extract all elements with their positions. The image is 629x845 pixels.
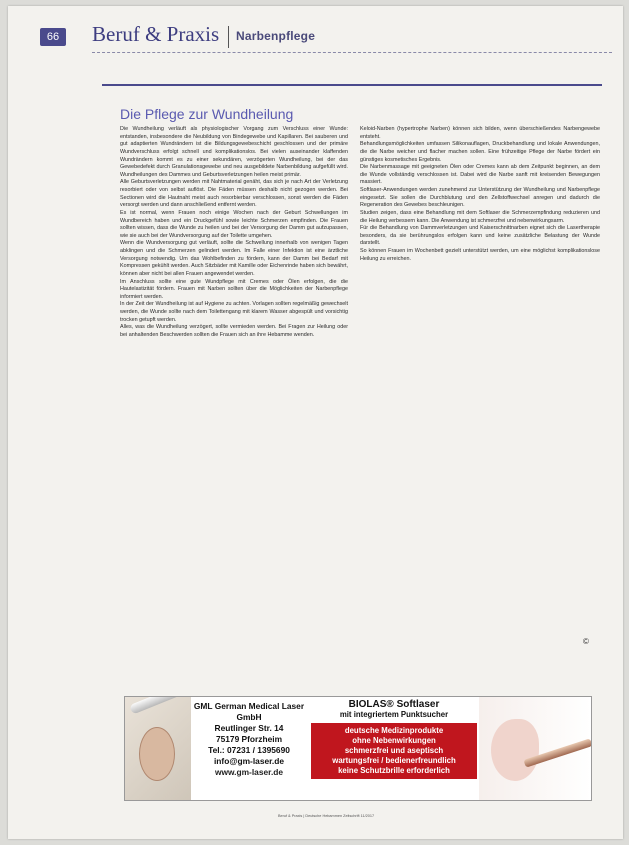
article-column-right xyxy=(360,126,600,656)
article-rule xyxy=(102,84,602,86)
ear-icon xyxy=(139,727,175,781)
company-website[interactable]: www.gm-laser.de xyxy=(214,767,284,777)
page-footer: Beruf & Praxis | Deutsche Hebammen Zeitschrift 11/2017 xyxy=(278,814,375,818)
end-mark-icon: © xyxy=(583,637,589,646)
article-body-right: Keloid-Narben (hypertrophe Narben) können sich bilden, wenn überschießendes Narbengewebe entsteht. Behandlungsmöglichkeiten umfassen Silikonauflagen, Druckbehandlung und lokale Anwendungen, die die Narbe weicher und flacher machen sollen. Eine frühzeitige Pflege der Narbe fördert ein günstiges kosmetisches Ergebnis. Die Narbenmassage mit geeigneten Ölen oder Cremes kann ab dem Zeitpunkt beginnen, an dem die Wunde vollständig verschlossen ist. Dabei wird die Narbe sanft mit kreisenden Bewegungen massiert. Softlaser-Anwendungen werden zunehmend zur Unterstützung der Wundheilung und Narbenpflege eingesetzt. Sie sollen die Durchblutung und den Zellstoffwechsel anregen und dadurch die Regeneration des Gewebes beschleunigen. Studien zeigen, dass eine Behandlung mit dem Softlaser die Schmerzempfindung reduzieren und die Heilung verbessern kann. Die Anwendung ist schmerzfrei und nebenwirkungsarm. Für die Behandlung von Dammverletzungen und Kaiserschnittnarben eignet sich die Lasertherapie besonders, da sie berührungslos erfolgen kann und keine zusätzliche Belastung der Wunde darstellt. So können Frauen im Wochenbett gezielt unterstützt werden, um eine möglichst komplikationslose Heilung zu erreichen. xyxy=(360,126,600,262)
product-claim: ohne Nebenwirkungen xyxy=(352,736,436,745)
section-title: Beruf & Praxis xyxy=(92,22,220,46)
product-claim: wartungsfrei / bedienerfreundlich xyxy=(332,756,456,765)
company-email[interactable]: info@gm-laser.de xyxy=(213,756,285,766)
nose-treatment-photo xyxy=(479,697,591,800)
header-rule xyxy=(92,52,612,53)
product-claim: deutsche Medizinprodukte xyxy=(344,726,444,735)
company-city: 75179 Pforzheim xyxy=(215,734,283,744)
nose-icon xyxy=(491,719,539,781)
page-number: 66 xyxy=(40,28,66,46)
product-name: BIOLAS® Softlaser xyxy=(348,699,440,710)
company-street: Reutlinger Str. 14 xyxy=(214,723,284,733)
article-body-left: Die Wundheilung verläuft als physiologischer Vorgang zum Verschluss einer Wunde: entstanden, insbesondere die Neubildung von Bindegewebe und Kapillaren. Bei sauberen und gut adaptierten Wundrändern ist die Bildungsgewebeschicht geschlossen und der primäre Wundverschluss erfolgt schnell und komplikationslos. Bei vielen auseinander klaffenden Wundrändern kommt es zu einer sekundären, verzögerten Wundheilung, bei der das Gewebedefekt durch Granulationsgewebe und neu ausgebildete Narbenbildung aufgefüllt wird. Wundheilungen des Dammes und Geburtsverletzungen heilen meist primär. Alle Geburtsverletzungen werden mit Nahtmaterial genäht, das sich je nach Art der Verletzung resorbiert oder von selbst auflöst. Die Fäden müssen deshalb nicht gezogen werden. Bei Sectionen wird die Hautnaht meist auch resorbierbar verschlossen, sonst werden die Fäden versorgt werden und dann anschließend entfernt werden. Es ist normal, wenn Frauen noch einige Wochen nach der Geburt Schwellungen im Wundbereich haben und ein Druckgefühl sowie leichte Schmerzen empfinden. Die Frauen sollten wissen, dass die Wunde zu heilen und bei der Versorgung der Damm gut aufzupassen, wie sie auch bei der Wundversorgung auf der Toilette umgehen. Wenn die Wundversorgung gut verläuft, sollte die Schwellung innerhalb von wenigen Tagen abklingen und die Schmerzen gelindert werden. Im Falle einer Infektion ist eine ärztliche Versorgung notwendig. Um das Wohlbefinden zu fördern, kann der Damm bei Bedarf mit Kompressen gekühlt werden. Auch Sitzbäder mit Kamille oder Eichenrinde haben sich bewährt, können aber nicht bei allen Frauen angewendet werden. Im Anschluss sollte eine gute Wundpflege mit Cremes oder Ölen erfolgen, die die Hautelastizität fördern. Frauen mit Narben sollten über die Möglichkeiten der Narbenpflege informiert werden. In der Zeit der Wundheilung ist auf Hygiene zu achten. Vorlagen sollten regelmäßig gewechselt werden, die Wunde sollte nach dem Toilettengang mit klarem Wasser abgespült und vorsichtig trocken getupft werden. Alles, was die Wundheilung verzögert, sollte vermieden werden. Bei Fragen zur Heilung oder bei anhaltenden Beschwerden sollten die Frauen sich an ihre Hebamme wenden. xyxy=(120,126,348,338)
subsection-title: Narbenpflege xyxy=(236,29,316,43)
product-subtitle: mit integriertem Punktsucher xyxy=(339,710,449,719)
product-panel xyxy=(311,699,477,779)
article-title: Die Pflege zur Wundheilung xyxy=(120,106,294,122)
magazine-page xyxy=(8,6,623,839)
company-contact xyxy=(193,701,305,778)
product-claim: schmerzfrei und aseptisch xyxy=(344,746,444,755)
header-divider xyxy=(228,26,229,48)
company-phone: Tel.: 07231 / 1395690 xyxy=(208,745,290,755)
product-claims-box xyxy=(311,723,477,779)
ear-treatment-photo xyxy=(125,697,191,800)
company-name: GML German Medical Laser GmbH xyxy=(193,701,305,722)
advertisement[interactable] xyxy=(124,696,592,801)
product-claim: keine Schutzbrille erforderlich xyxy=(338,766,450,775)
article-column-left xyxy=(120,126,348,656)
